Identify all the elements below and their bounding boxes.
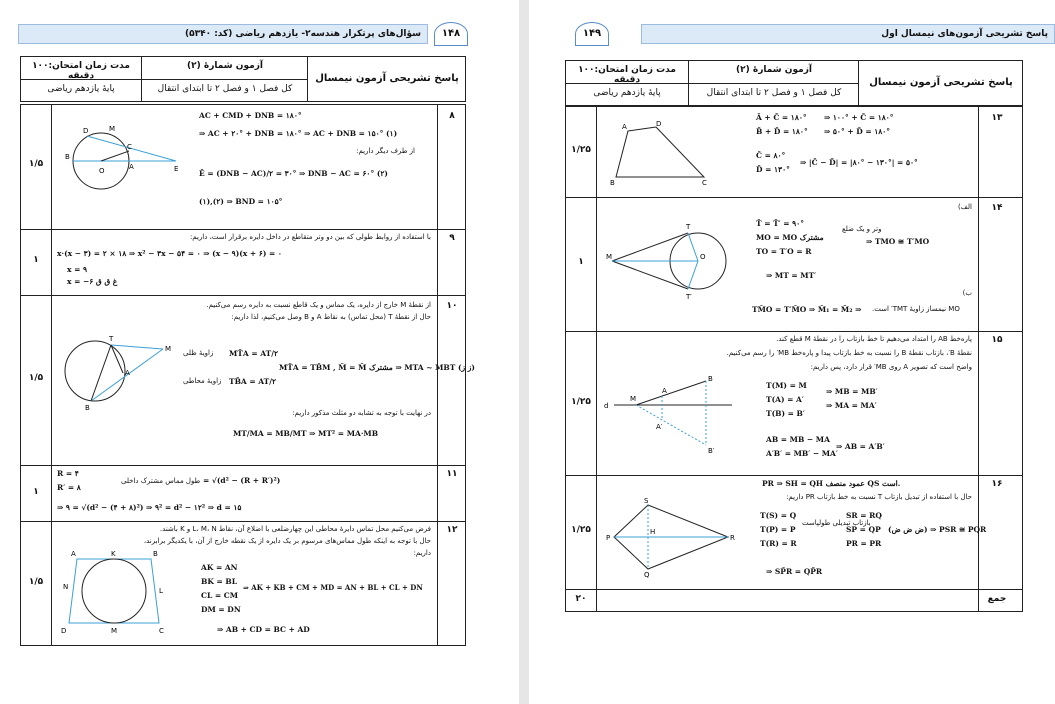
question-score: ۱/۲۵ <box>571 397 591 407</box>
equation: x = ۹ <box>67 265 88 274</box>
equation: ⇒ AK + KB + CM + MD = AN + BL + CL + DN <box>243 583 423 592</box>
equation: x = −۶ غ ق ق <box>67 277 118 286</box>
left-header <box>20 56 466 102</box>
figure-label: O <box>99 167 105 175</box>
circumscribed-quadrilateral-figure <box>59 545 169 635</box>
equation: ⇒ SP̂R = QP̂R <box>766 567 823 576</box>
equation: R′ = ۸ <box>57 483 81 492</box>
question-number: ۱۶ <box>991 479 1003 489</box>
equation: (۱),(۲) ⇒ BND = ۱۰۵° <box>199 197 283 206</box>
figure-label: A′ <box>656 423 663 431</box>
figure-label: T <box>686 223 691 231</box>
figure-label: M <box>606 253 613 261</box>
question-row <box>21 229 465 296</box>
question-number: ۱۲ <box>446 525 458 535</box>
equation: AB = MB − MA <box>766 435 830 444</box>
equation: T̂ = T̂′ = ۹۰° <box>756 219 804 228</box>
equation: SP = QP <box>846 525 881 534</box>
question-row <box>21 521 465 645</box>
figure-label: M <box>165 345 172 353</box>
figure-label: L <box>159 587 163 595</box>
question-score: ۱/۲۵ <box>571 145 591 155</box>
duration: مدت زمان امتحان:۱۰۰ دقیقه <box>578 65 676 85</box>
header-title: پاسخ تشریحی آزمون نیمسال <box>858 61 1023 105</box>
answer-text: MO نیمساز زاویهٔ TMT′ است. <box>872 305 960 313</box>
cyclic-quadrilateral-figure <box>608 117 708 187</box>
equation: ⇒ ۹ = √(d² − (۴ + ۸)²) ⇒ ۹² = d² − ۱۲² ⇒ d = ۱۵ <box>57 503 242 512</box>
equation: SR = RQ <box>846 511 882 520</box>
figure-label: M <box>630 395 637 403</box>
question-row <box>566 475 1022 590</box>
equation: BK = BL <box>201 577 237 586</box>
equation: AC + CMD + DNB = ۱۸۰° <box>199 111 302 120</box>
answer-text: وتر و یک ضلع <box>842 225 882 233</box>
figure-label: D <box>83 127 89 135</box>
figure-label: B <box>708 375 713 383</box>
equation: ⇒ AB = A′B′ <box>836 442 885 451</box>
exam-number: آزمون شمارهٔ (۲) <box>187 61 263 71</box>
figure-label: T′ <box>686 293 692 301</box>
answer-text: ب) <box>962 289 972 297</box>
figure-label: B <box>610 179 615 187</box>
figure-label: M <box>109 125 116 133</box>
figure-label: C <box>159 627 164 635</box>
equation: T(S) = Q <box>760 511 797 520</box>
equation: T(M) = M <box>766 381 807 390</box>
equation: ⇒ TMO ≅ T′MO <box>866 237 930 246</box>
reflection-figure <box>602 373 742 463</box>
equation: ⇒ MT = MT′ <box>766 271 817 280</box>
left-answer-table <box>20 104 475 646</box>
answer-text: پاره‌خط AB را امتداد می‌دهیم تا خط بازتاب را در نقطهٔ M قطع کند. <box>776 335 972 343</box>
equation: MT̂A = TB̂M , M̂ = M̂ مشترک ⇒ MTA ~ MBT (ز ز) <box>279 363 475 372</box>
figure-label: C <box>127 143 132 151</box>
left-page-number: ۱۴۸ <box>434 22 468 46</box>
figure-label: B <box>153 550 158 558</box>
figure-label: M <box>111 627 118 635</box>
equation: ⇒ MA = MA′ <box>826 401 877 410</box>
equation: CL = CM <box>201 591 239 600</box>
answer-text: حال از نقطهٔ T (محل تماس) به نقاط A و B وصل می‌کنیم، لذا داریم: <box>231 313 431 321</box>
header-title: پاسخ تشریحی آزمون نیمسال <box>307 57 466 101</box>
equation: MT/MA = MB/MT ⇒ MT² = MA·MB <box>233 429 379 438</box>
answer-text: حال با استفاده از تبدیل بازتاب T نسبت به خط بازتاب PR داریم: <box>786 493 972 501</box>
equation: DM = DN <box>201 605 241 614</box>
answer-text: الف) <box>957 203 972 211</box>
answer-text: فرض می‌کنیم محل تماس دایرهٔ محاطی این چهارضلعی با اضلاع آن، نقاط L، M، N و K باشند. <box>159 525 431 533</box>
equation: R = ۴ <box>57 469 79 478</box>
figure-label: D <box>656 120 662 128</box>
answer-text: از نقطهٔ M خارج از دایره، یک مماس و یک قاطع نسبت به دایره رسم می‌کنیم. <box>206 301 431 309</box>
duration: مدت زمان امتحان:۱۰۰ دقیقه <box>32 61 130 81</box>
question-number: ۸ <box>449 111 455 121</box>
equation: PR = PR <box>846 539 882 548</box>
answer-text: زاویهٔ ظلی <box>183 349 214 357</box>
right-page <box>529 0 1055 704</box>
figure-label: D <box>61 627 67 635</box>
question-score: ۱/۵ <box>28 373 44 383</box>
equation: Ê = (DNB − AC)/۲ = ۳۰° ⇒ DNB − AC = ۶۰° (۲) <box>199 169 388 178</box>
figure-label: H <box>650 528 656 536</box>
equation: Ĉ = ۸۰° <box>756 151 786 160</box>
question-number: ۱۱ <box>446 469 458 479</box>
equation: ⇒ |Ĉ − D̂| = |۸۰° − ۱۳۰°| = ۵۰° <box>800 158 918 167</box>
equation: T(B) = B′ <box>766 409 805 418</box>
figure-label: P <box>606 534 611 542</box>
equation: B̂ + D̂ = ۱۸۰° <box>756 127 808 136</box>
right-banner: پاسخ تشریحی آزمون‌های نیمسال اول <box>641 24 1055 44</box>
equation: ⇒ AB + CD = BC + AD <box>217 625 310 634</box>
exam-number: آزمون شمارهٔ (۲) <box>736 65 812 75</box>
figure-label: A <box>71 550 76 558</box>
figure-label: R <box>730 534 735 542</box>
equation: A′B′ = MB′ − MA′ <box>766 449 838 458</box>
equation: T(P) = P <box>760 525 796 534</box>
figure-label: A <box>662 387 667 395</box>
figure-label: B <box>85 404 90 412</box>
figure-label: N <box>63 583 69 591</box>
page-gutter <box>519 0 529 704</box>
figure-label: E <box>174 165 179 173</box>
exam-scope: کل فصل ۱ و فصل ۲ تا ابتدای انتقال <box>706 88 842 98</box>
equation: ⇒ ۱۰۰° + Ĉ = ۱۸۰° <box>824 113 894 122</box>
answer-text: نقطهٔ B′، بازتاب نقطهٔ B را نسبت به خط بازتاب پیدا و پاره‌خط MB′ را رسم می‌کنیم. <box>726 349 972 357</box>
total-label: جمع <box>987 594 1007 604</box>
right-page-number: ۱۴۹ <box>575 22 609 46</box>
figure-label: O <box>700 253 706 261</box>
answer-text: حال با توجه به اینکه طول مماس‌های مرسوم بر یک دایره از یک نقطه خارج از آن، با یکدیگر برابرند، <box>143 537 431 545</box>
equation: ⇒ MB = MB′ <box>826 387 878 396</box>
equation: MO = MO مشترک <box>756 233 824 242</box>
total-row <box>566 589 1022 611</box>
equation: TM̂O = T′M̂O ⇒ M̂₁ = M̂₂ ⇒ <box>752 305 862 314</box>
equation: = √(d² − (R + R′)²) <box>203 476 281 485</box>
answer-text: واضح است که تصویر A روی MB′ قرار دارد، پس داریم: <box>810 363 972 371</box>
figure-label: S <box>644 497 649 505</box>
kite-figure <box>604 497 744 577</box>
total-score: ۲۰ <box>575 594 587 604</box>
answer-text: بازتاب تبدیلی طولپاست <box>802 519 871 527</box>
figure-label: K <box>111 550 116 558</box>
answer-text: در نهایت با توجه به تشابه دو مثلث مذکور داریم: <box>292 409 431 417</box>
left-banner: سؤال‌های پرتکرار هندسه۲- یازدهم ریاضی (کد: ۵۳۴۰) <box>18 24 428 44</box>
grade: پایهٔ یازدهم ریاضی <box>47 84 115 94</box>
equation: AK = AN <box>201 563 238 572</box>
figure-label: A <box>622 123 627 131</box>
question-number: ۱۰ <box>446 301 458 311</box>
figure-label: A <box>125 369 130 377</box>
circle-secant-figure <box>61 123 181 193</box>
question-row <box>566 197 1022 332</box>
answer-text: با استفاده از روابط طولی که بین دو وتر متقاطع در داخل دایره برقرار است، داریم: <box>189 233 431 241</box>
equation: Â + Ĉ = ۱۸۰° <box>756 113 807 122</box>
figure-label: A <box>129 163 134 171</box>
figure-label: B <box>65 153 70 161</box>
equation: T(R) = R <box>760 539 797 548</box>
answer-text: زاویهٔ محاطی <box>183 377 222 385</box>
answer-text: از طرف دیگر داریم: <box>356 147 415 155</box>
answer-text: داریم: <box>413 549 431 557</box>
equation: ⇒ ۵۰° + D̂ = ۱۸۰° <box>824 127 891 136</box>
question-score: ۱ <box>33 255 39 265</box>
two-tangents-figure <box>608 217 738 307</box>
question-number: ۱۴ <box>991 203 1003 213</box>
question-number: ۱۵ <box>991 335 1003 345</box>
equation: T(A) = A′ <box>766 395 804 404</box>
question-score: ۱/۵ <box>28 159 44 169</box>
equation: PR ⇒ SH = QH عمود منصف QS است. <box>762 479 901 488</box>
figure-label: C <box>702 179 707 187</box>
right-header <box>565 60 1023 106</box>
question-score: ۱/۲۵ <box>571 525 591 535</box>
question-score: ۱/۵ <box>28 577 44 587</box>
equation: x·(x − ۳) = ۲ × ۱۸ ⇒ x² − ۳x − ۵۴ = ۰ ⇒ (x − ۹)(x + ۶) = ۰ <box>57 249 282 258</box>
equation: (ض ض ض) ⇒ PSR ≅ PQR <box>888 525 987 534</box>
left-page <box>0 0 519 704</box>
exam-scope: کل فصل ۱ و فصل ۲ تا ابتدای انتقال <box>157 84 293 94</box>
equation: MT̂A = AT/۲ <box>229 349 278 358</box>
equation: ⇒ AC + ۲۰° + DNB = ۱۸۰° ⇒ AC + DNB = ۱۵۰° (۱) <box>199 129 398 138</box>
figure-label: B′ <box>708 447 715 455</box>
question-score: ۱ <box>578 257 584 267</box>
equation: TB̂A = AT/۲ <box>229 377 277 386</box>
question-score: ۱ <box>33 487 39 497</box>
tangent-secant-figure <box>61 331 171 411</box>
figure-label: Q <box>644 571 650 579</box>
answer-text: طول مماس مشترک داخلی <box>121 477 201 485</box>
question-row <box>21 295 475 466</box>
question-number: ۱۳ <box>991 113 1003 123</box>
figure-label: T <box>109 335 114 343</box>
equation: D̂ = ۱۳۰° <box>756 165 790 174</box>
question-row <box>21 465 465 522</box>
question-row <box>566 107 1022 198</box>
question-row <box>566 331 1022 476</box>
figure-label: d <box>604 402 609 410</box>
question-number: ۹ <box>449 233 455 243</box>
question-row <box>21 105 465 230</box>
right-answer-table <box>565 106 1023 612</box>
equation: TO = T′O = R <box>756 247 812 256</box>
grade: پایهٔ یازدهم ریاضی <box>593 88 661 98</box>
